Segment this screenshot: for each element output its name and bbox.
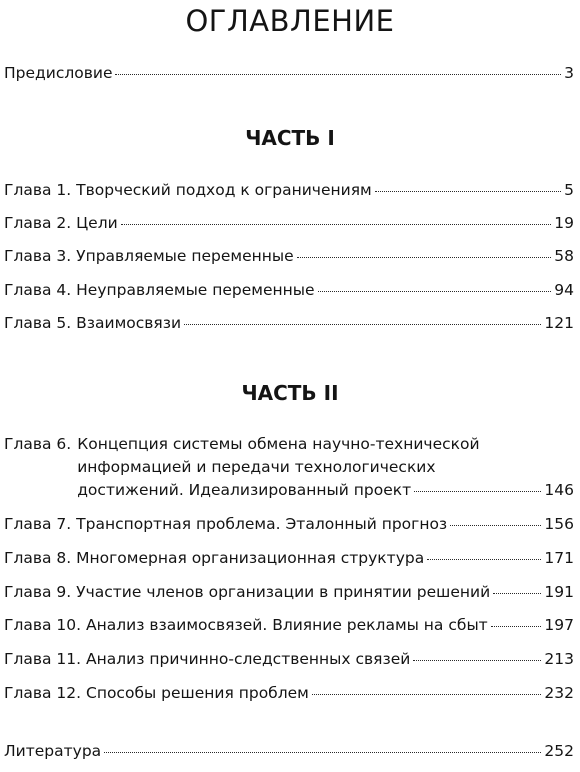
- leader-dots: [184, 324, 541, 325]
- leader-dots: [493, 593, 541, 594]
- toc-entry-label: Глава 10. Анализ взаимосвязей. Влияние рекламы на сбыт: [4, 616, 488, 634]
- toc-entry-preface[interactable]: [4, 62, 574, 85]
- toc-entry-page: 191: [544, 583, 574, 601]
- toc-entry-page: 5: [564, 181, 574, 199]
- toc-entry-label: Литература: [4, 742, 102, 760]
- leader-dots: [413, 660, 541, 661]
- toc-entry-chapter-9[interactable]: [4, 581, 574, 604]
- toc-entry-label: Предисловие: [4, 64, 113, 82]
- toc-entry-chapter-1[interactable]: [4, 179, 574, 202]
- toc-entry-chapter-7[interactable]: [4, 513, 574, 536]
- toc-entry-label: Глава 2. Цели: [4, 214, 118, 232]
- toc-entry-page: 171: [544, 549, 574, 567]
- leader-dots: [427, 559, 541, 560]
- leader-dots: [414, 491, 541, 492]
- leader-dots: [450, 525, 541, 526]
- toc-entry-chapter-number: Глава 6.: [4, 435, 72, 453]
- part-heading-1: ЧАСТЬ I: [245, 126, 335, 150]
- toc-entry-page: 58: [554, 247, 574, 265]
- toc-entry-page: 121: [544, 314, 574, 332]
- toc-entry-page: 197: [544, 616, 574, 634]
- toc-entry-page: 156: [544, 515, 574, 533]
- toc-entry-chapter-5[interactable]: [4, 312, 574, 335]
- toc-entry-literature[interactable]: [4, 740, 574, 763]
- toc-entry-label: Глава 12. Способы решения проблем: [4, 684, 309, 702]
- leader-dots: [491, 626, 542, 627]
- toc-entry-label: Глава 3. Управляемые переменные: [4, 247, 294, 265]
- toc-entry-label: Глава 5. Взаимосвязи: [4, 314, 182, 332]
- toc-entry-page: 19: [554, 214, 574, 232]
- leader-dots: [375, 191, 561, 192]
- toc-entry-chapter-12[interactable]: [4, 682, 574, 705]
- toc-entry-chapter-8[interactable]: [4, 547, 574, 570]
- toc-entry-label: Глава 11. Анализ причинно-следственных связей: [4, 650, 411, 668]
- toc-entry-chapter-6[interactable]: [4, 433, 574, 502]
- leader-dots: [121, 224, 552, 225]
- toc-entry-label: Глава 7. Транспортная проблема. Эталонный прогноз: [4, 515, 448, 533]
- toc-entry-label-line: информацией и передачи технологических: [77, 458, 436, 476]
- page-title: ОГЛАВЛЕНИЕ: [185, 4, 395, 38]
- toc-entry-label: Глава 8. Многомерная организационная структура: [4, 549, 425, 567]
- toc-entry-label: Глава 4. Неуправляемые переменные: [4, 281, 315, 299]
- part-heading-2: ЧАСТЬ II: [241, 381, 339, 405]
- toc-entry-page: 94: [554, 281, 574, 299]
- toc-entry-page: 213: [544, 650, 574, 668]
- toc-entry-label: Глава 1. Творческий подход к ограничениям: [4, 181, 372, 199]
- toc-entry-chapter-2[interactable]: [4, 212, 574, 235]
- toc-entry-page: 3: [564, 64, 574, 82]
- leader-dots: [318, 291, 552, 292]
- toc-entry-label-line: достижений. Идеализированный проект: [77, 481, 412, 499]
- toc-entry-page: 146: [544, 481, 574, 499]
- toc-entry-chapter-3[interactable]: [4, 245, 574, 268]
- toc-entry-label: Глава 9. Участие членов организации в принятии решений: [4, 583, 491, 601]
- toc-entry-page: 232: [544, 684, 574, 702]
- leader-dots: [297, 257, 552, 258]
- toc-entry-label-line: Концепция системы обмена научно-технической: [77, 435, 480, 453]
- toc-entry-chapter-11[interactable]: [4, 648, 574, 671]
- toc-entry-chapter-4[interactable]: [4, 279, 574, 302]
- toc-entry-page: 252: [544, 742, 574, 760]
- leader-dots: [104, 752, 541, 753]
- leader-dots: [312, 694, 542, 695]
- leader-dots: [115, 74, 561, 75]
- toc-entry-chapter-10[interactable]: [4, 614, 574, 637]
